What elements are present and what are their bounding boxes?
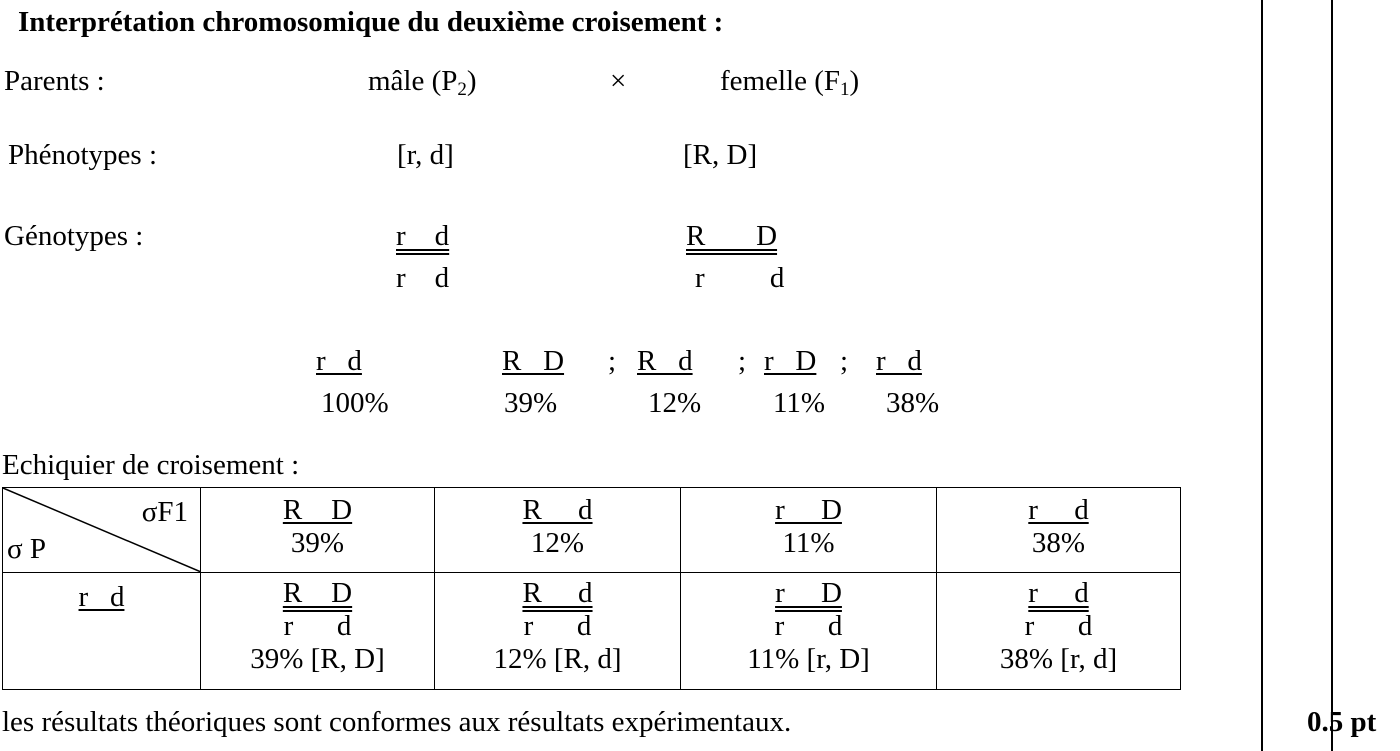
margin-line-left bbox=[1261, 0, 1263, 751]
parent-male: mâle $(P_2)$ bbox=[368, 65, 477, 100]
header-freq: 11% bbox=[782, 527, 835, 559]
gamete-separator: ; bbox=[840, 345, 849, 377]
result-genotype-bottom: r d bbox=[523, 610, 592, 642]
phenotypes-label: Phénotypes : bbox=[8, 139, 158, 171]
grid-result-cell bbox=[681, 573, 937, 690]
grid-result-cell bbox=[435, 573, 681, 690]
margin-line-right bbox=[1331, 0, 1333, 751]
genotype-male-top: r d bbox=[396, 220, 450, 252]
phenotype-female: [R, D] bbox=[683, 139, 758, 171]
gamete-female-allele: r D bbox=[764, 345, 817, 377]
gamete-separator: ; bbox=[608, 345, 617, 377]
genotypes-label: Génotypes : bbox=[4, 220, 144, 252]
gamete-male-freq: 100% bbox=[321, 387, 389, 419]
grid-body-row bbox=[3, 573, 1181, 690]
page-heading: Interprétation chromosomique du deuxième croisement : bbox=[18, 6, 724, 38]
genotype-male-bottom: r d bbox=[396, 262, 450, 294]
grid-header-row bbox=[3, 488, 1181, 573]
gamete-female-freq: 12% bbox=[648, 387, 702, 419]
gamete-female-freq: 38% bbox=[886, 387, 940, 419]
conclusion-text: les résultats théoriques sont conformes aux résultats expérimentaux. bbox=[2, 706, 792, 738]
cross-symbol: × bbox=[610, 65, 627, 97]
grid-header-cell bbox=[937, 488, 1181, 573]
row-gamete-allele: r d bbox=[78, 581, 125, 613]
parent-female: femelle $(F_1)$ bbox=[720, 65, 860, 100]
score-label: 0.5 pt bbox=[1307, 706, 1377, 738]
gamete-female-freq: 39% bbox=[504, 387, 558, 419]
header-freq: 38% bbox=[1031, 527, 1086, 559]
parents-label: Parents : bbox=[4, 65, 105, 97]
genotype-female-bottom: r d bbox=[695, 262, 785, 294]
result-phenotype: 38% [r, d] bbox=[999, 643, 1118, 675]
result-genotype-top: R D bbox=[282, 577, 353, 609]
gamete-male-allele: r d bbox=[316, 345, 362, 377]
gamete-female-freq: 11% bbox=[773, 387, 826, 419]
grid-corner-cell bbox=[3, 488, 201, 573]
grid-header-cell bbox=[201, 488, 435, 573]
grid-row-gamete-cell bbox=[3, 573, 201, 690]
header-freq: 39% bbox=[290, 527, 345, 559]
result-genotype-top: r D bbox=[775, 577, 842, 609]
result-phenotype: 39% [R, D] bbox=[250, 643, 385, 675]
genotype-female-top: R D bbox=[686, 220, 778, 252]
gamete-female-allele: R D bbox=[502, 345, 565, 377]
header-allele: r D bbox=[775, 494, 842, 526]
result-genotype-bottom: r d bbox=[283, 610, 352, 642]
grid-result-cell bbox=[201, 573, 435, 690]
header-freq: 12% bbox=[530, 527, 585, 559]
result-genotype-bottom: r d bbox=[1024, 610, 1093, 642]
grid-title: Echiquier de croisement : bbox=[2, 449, 300, 481]
grid-header-cell bbox=[681, 488, 937, 573]
header-allele: R D bbox=[282, 494, 353, 526]
result-genotype-top: r d bbox=[1028, 577, 1089, 609]
result-phenotype: 11% [r, D] bbox=[747, 643, 870, 675]
gamete-separator: ; bbox=[738, 345, 747, 377]
phenotype-male: [r, d] bbox=[397, 139, 454, 171]
gamete-female-allele: R d bbox=[637, 345, 693, 377]
header-allele: R d bbox=[522, 494, 593, 526]
cross-grid-table bbox=[2, 487, 1181, 690]
grid-header-cell bbox=[435, 488, 681, 573]
corner-label-female: σF1 bbox=[141, 496, 188, 528]
corner-label-male: σ P bbox=[7, 533, 47, 565]
grid-result-cell bbox=[937, 573, 1181, 690]
header-allele: r d bbox=[1028, 494, 1089, 526]
result-genotype-top: R d bbox=[522, 577, 593, 609]
gamete-female-allele: r d bbox=[876, 345, 922, 377]
result-phenotype: 12% [R, d] bbox=[493, 643, 622, 675]
result-genotype-bottom: r d bbox=[774, 610, 843, 642]
